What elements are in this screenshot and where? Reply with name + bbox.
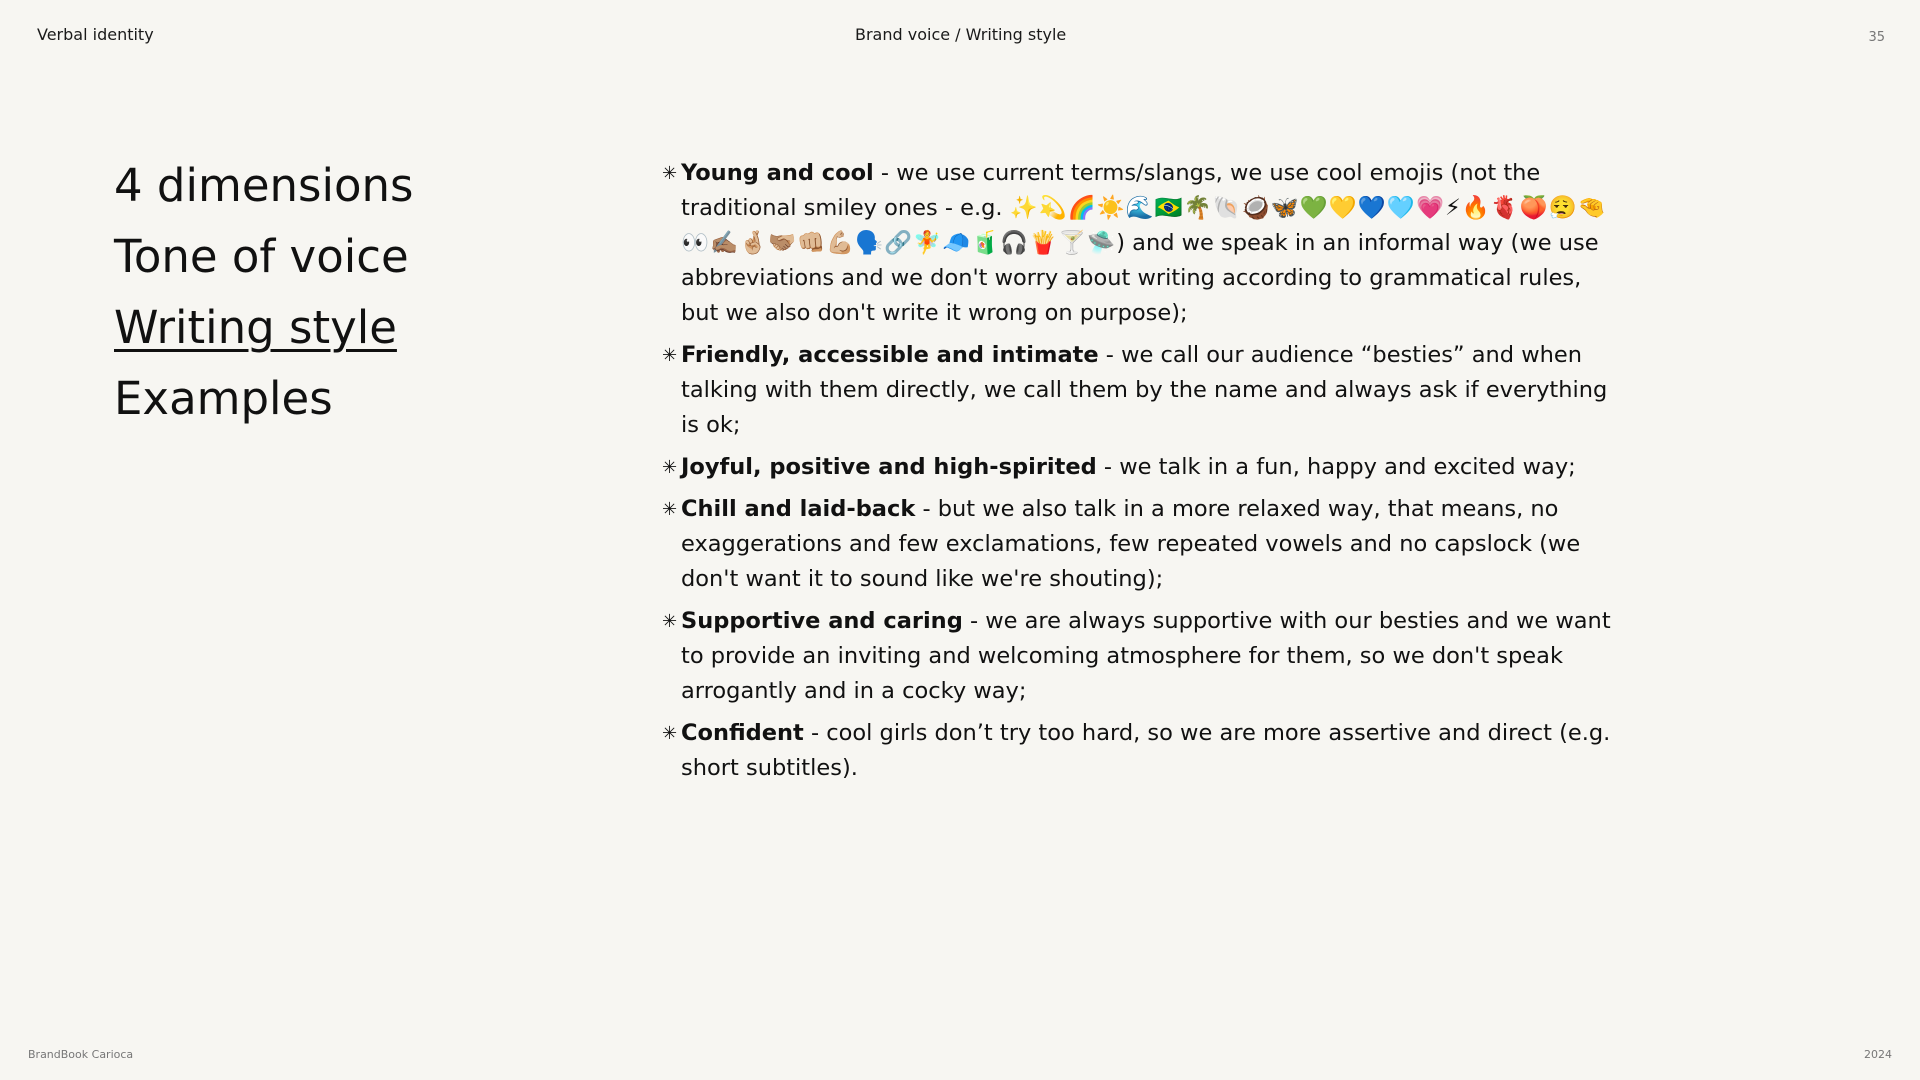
nav-item-tone-of-voice[interactable]: Tone of voice: [114, 230, 409, 283]
asterisk-icon: ✳: [662, 611, 678, 632]
list-item-confident: [662, 716, 1612, 786]
item-title: Joyful, positive and high-spirited: [681, 454, 1097, 480]
list-item-supportive: [662, 604, 1612, 709]
nav-item-writing-style[interactable]: Writing style: [114, 301, 397, 354]
item-text: - we call our audience “besties” and when talking with them directly, we call them by the name and always ask if everything is ok;: [681, 342, 1608, 438]
item-text: - we use current terms/slangs, we use cool emojis (not the traditional smiley ones - e.g.: [681, 160, 1541, 221]
page-number: 35: [1868, 30, 1885, 45]
list-item-friendly: [662, 338, 1612, 443]
nav-item-examples[interactable]: Examples: [114, 372, 333, 425]
item-title: Chill and laid-back: [681, 496, 916, 522]
asterisk-icon: ✳: [662, 163, 678, 184]
list-item-joyful: [662, 450, 1612, 485]
item-title: Young and cool: [681, 160, 874, 186]
breadcrumb: Brand voice / Writing style: [855, 25, 1067, 44]
item-text-continued: ) and we speak in an informal way (we use abbreviations and we don't worry about writing according to grammatical rules, but we also don't write it wrong on purpose);: [681, 230, 1599, 326]
item-title: Confident: [681, 720, 804, 746]
item-title: Friendly, accessible and intimate: [681, 342, 1099, 368]
asterisk-icon: ✳: [662, 499, 678, 520]
brandbook-label: BrandBook Carioca: [28, 1048, 134, 1061]
item-text: - we are always supportive with our besties and we want to provide an inviting and welcoming atmosphere for them, so we don't speak arrogantly and in a cocky way;: [681, 608, 1611, 704]
item-text: - we talk in a fun, happy and excited way;: [1096, 454, 1576, 480]
nav-item-4-dimensions[interactable]: 4 dimensions: [114, 159, 414, 212]
item-title: Supportive and caring: [681, 608, 963, 634]
section-label: Verbal identity: [37, 25, 154, 44]
section-nav: [114, 150, 414, 434]
writing-style-list: [662, 156, 1612, 793]
year-label: 2024: [1864, 1048, 1892, 1061]
item-text: - cool girls don’t try too hard, so we are more assertive and direct (e.g. short subtitles).: [681, 720, 1611, 781]
item-text: - but we also talk in a more relaxed way, that means, no exaggerations and few exclamations, few repeated vowels and no capslock (we don't want it to sound like we're shouting);: [681, 496, 1581, 592]
asterisk-icon: ✳: [662, 345, 678, 366]
asterisk-icon: ✳: [662, 723, 678, 744]
asterisk-icon: ✳: [662, 457, 678, 478]
emoji-examples: ✨💫🌈☀️🌊🇧🇷🌴🐚🥥🦋💚💛💙🩵💗⚡🔥🫀🍑😮‍💨🤏👀✍🏽🤞🏼🫱🏽‍🫲🏼👊🏼💪🏼🗣️🔗🧚🧢🧃🎧🍟🍸🛸: [681, 195, 1607, 256]
list-item-young-and-cool: [662, 156, 1612, 331]
list-item-chill: [662, 492, 1612, 597]
